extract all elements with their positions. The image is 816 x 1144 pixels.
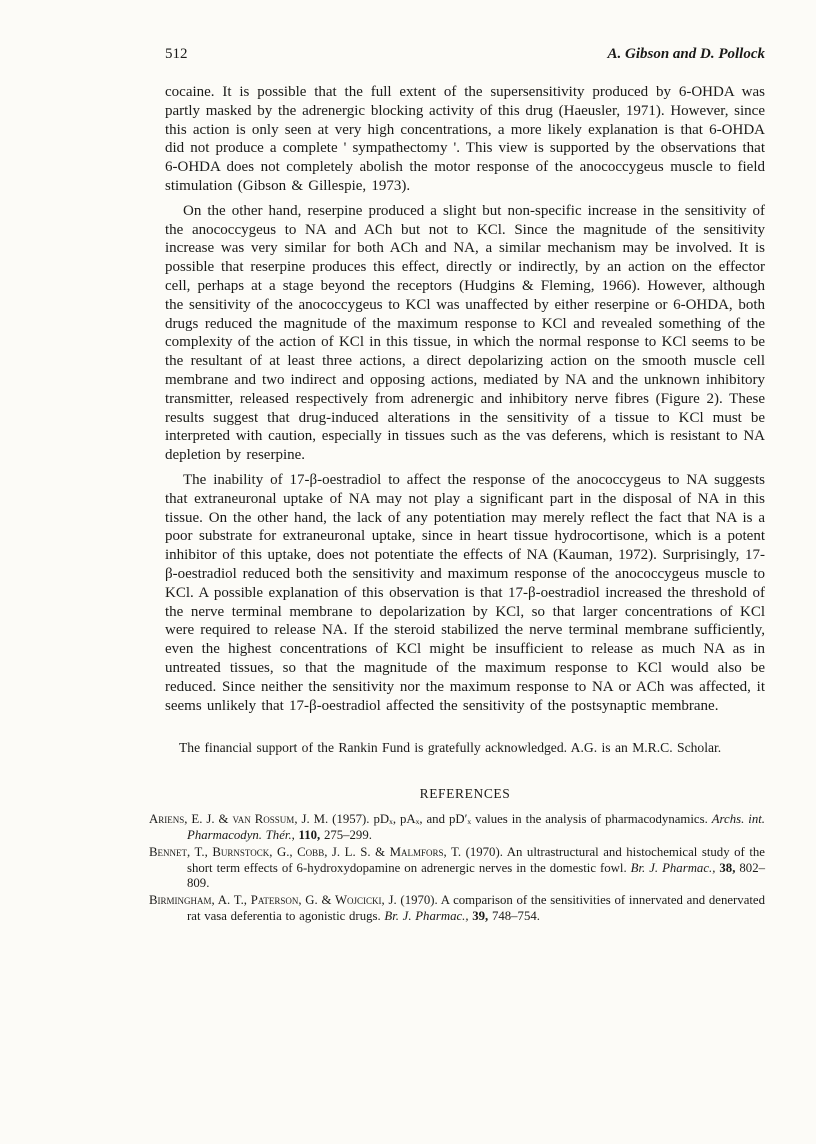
reference-2-authors: Bennet, T., Burnstock, G., Cobb, J. L. S. & Malmfors, T. [149,845,462,860]
paragraph-3: The inability of 17-β-oestradiol to affect the response of the anococcygeus to NA suggests that extraneuronal uptake of NA may not play a significant part in the disposal of NA in this tissue. On the other hand, the lack of any potentiation may merely reflect the fact that NA is a poor substrate for extraneuronal uptake, since in heart tissue hydrocortisone, which is a potent inhibitor of this uptake, does not potentiate the effects of NA (Kauman, 1972). Surprisingly, 17-β-oestradiol reduced both the sensitivity and maximum response of the anococcygeus muscle to KCl. A possible explanation of this observation is that 17-β-oestradiol increased the threshold of the nerve terminal membrane to depolarization by KCl, so that larger concentrations of KCl were required to release NA. If the steroid stabilized the nerve terminal membrane sufficiently, even the highest concentrations of KCl might be insufficient to release as much NA as in untreated tissues, so that the magnitude of the maximum response to KCl would also be reduced. Since neither the sensitivity nor the maximum response to NA or ACh was affected, it seems unlikely that 17-β-oestradiol affected the sensitivity of the postsynaptic membrane. [165,471,765,714]
reference-1-journal: Archs. int. Pharmacodyn. Thér., [187,812,765,842]
paragraph-1: cocaine. It is possible that the full extent of the supersensitivity produced by 6-OHDA was partly masked by the adrenergic blocking activity of this drug (Haeusler, 1971). However, since this action is only seen at very high concentrations, a more likely explanation is that 6-OHDA did not produce a complete ' sympathectomy '. This view is supported by the observations that 6-OHDA does not completely abolish the motor response of the anococcygeus muscle to field stimulation (Gibson & Gillespie, 1973). [165,84,765,194]
running-title: A. Gibson and D. Pollock [607,46,765,62]
reference-3-authors: Birmingham, A. T., Paterson, G. & Wojcicki, J. [149,893,397,908]
reference-1-title: (1957). pDₓ, pAₓ, and pD′ₓ values in the analysis of pharmacodynamics. [328,812,712,827]
reference-2-journal: Br. J. Pharmac., [630,860,720,875]
article-body [149,83,766,924]
reference-1-authors: Ariens, E. J. & van Rossum, J. M. [149,812,329,827]
paragraph-2: On the other hand, reserpine produced a slight but non-specific increase in the sensitivity of the anococcygeus to NA and ACh but not to KCl. Since the magnitude of the sensitivity increase was very similar for both ACh and NA, a similar mechanism may be involved. It is possible that reserpine produces this effect, directly or indirectly, by an action on the effector cell, perhaps at a stage beyond the receptors (Hudgins & Fleming, 1966). However, although the sensitivity of the anococcygeus to KCl was unaffected by either reserpine or 6-OHDA, both drugs reduced the magnitude of the maximum response to KCl and revealed something of the complexity of the action of KCl in this tissue, in which the normal response to KCl seems to be the resultant of at least three actions, a direct depolarizing action on the smooth muscle cell membrane and two indirect and opposing actions, mediated by NA and the unknown inhibitory transmitter, released respectively from adrenergic and inhibitory nerve fibres (Figure 2). These results suggest that drug-induced alterations in the sensitivity of a tissue to KCl must be interpreted with caution, especially in tissues such as the vas deferens, which is resistant to NA depletion by reserpine. [165,202,765,464]
reference-1-pages: 275–299. [323,827,372,842]
reference-2-volume: 38, [719,860,740,875]
reference-1-volume: 110, [298,827,324,842]
reference-3-journal: Br. J. Pharmac., [384,908,473,923]
reference-2-pages: 802–809. [187,860,765,890]
page-header [165,46,765,63]
reference-entry-3 [149,893,765,924]
page-number: 512 [165,46,188,62]
reference-entry-1 [149,812,765,843]
reference-3-title: (1970). A comparison of the sensitivities of innervated and denervated rat vasa deferentia to agonistic drugs. [187,893,766,923]
reference-2-title: (1970). An ultrastructural and histochemical study of the short term effects of 6-hydroxydopamine on adrenergic nerves in the domestic fowl. [187,845,765,875]
reference-3-volume: 39, [472,908,492,923]
acknowledgment-text: The financial support of the Rankin Fund is gratefully acknowledged. A.G. is an M.R.C. Scholar. [179,740,722,756]
references-list [149,812,765,924]
reference-3-pages: 748–754. [491,908,540,923]
references-heading: REFERENCES [419,786,511,802]
reference-entry-2 [149,845,765,891]
